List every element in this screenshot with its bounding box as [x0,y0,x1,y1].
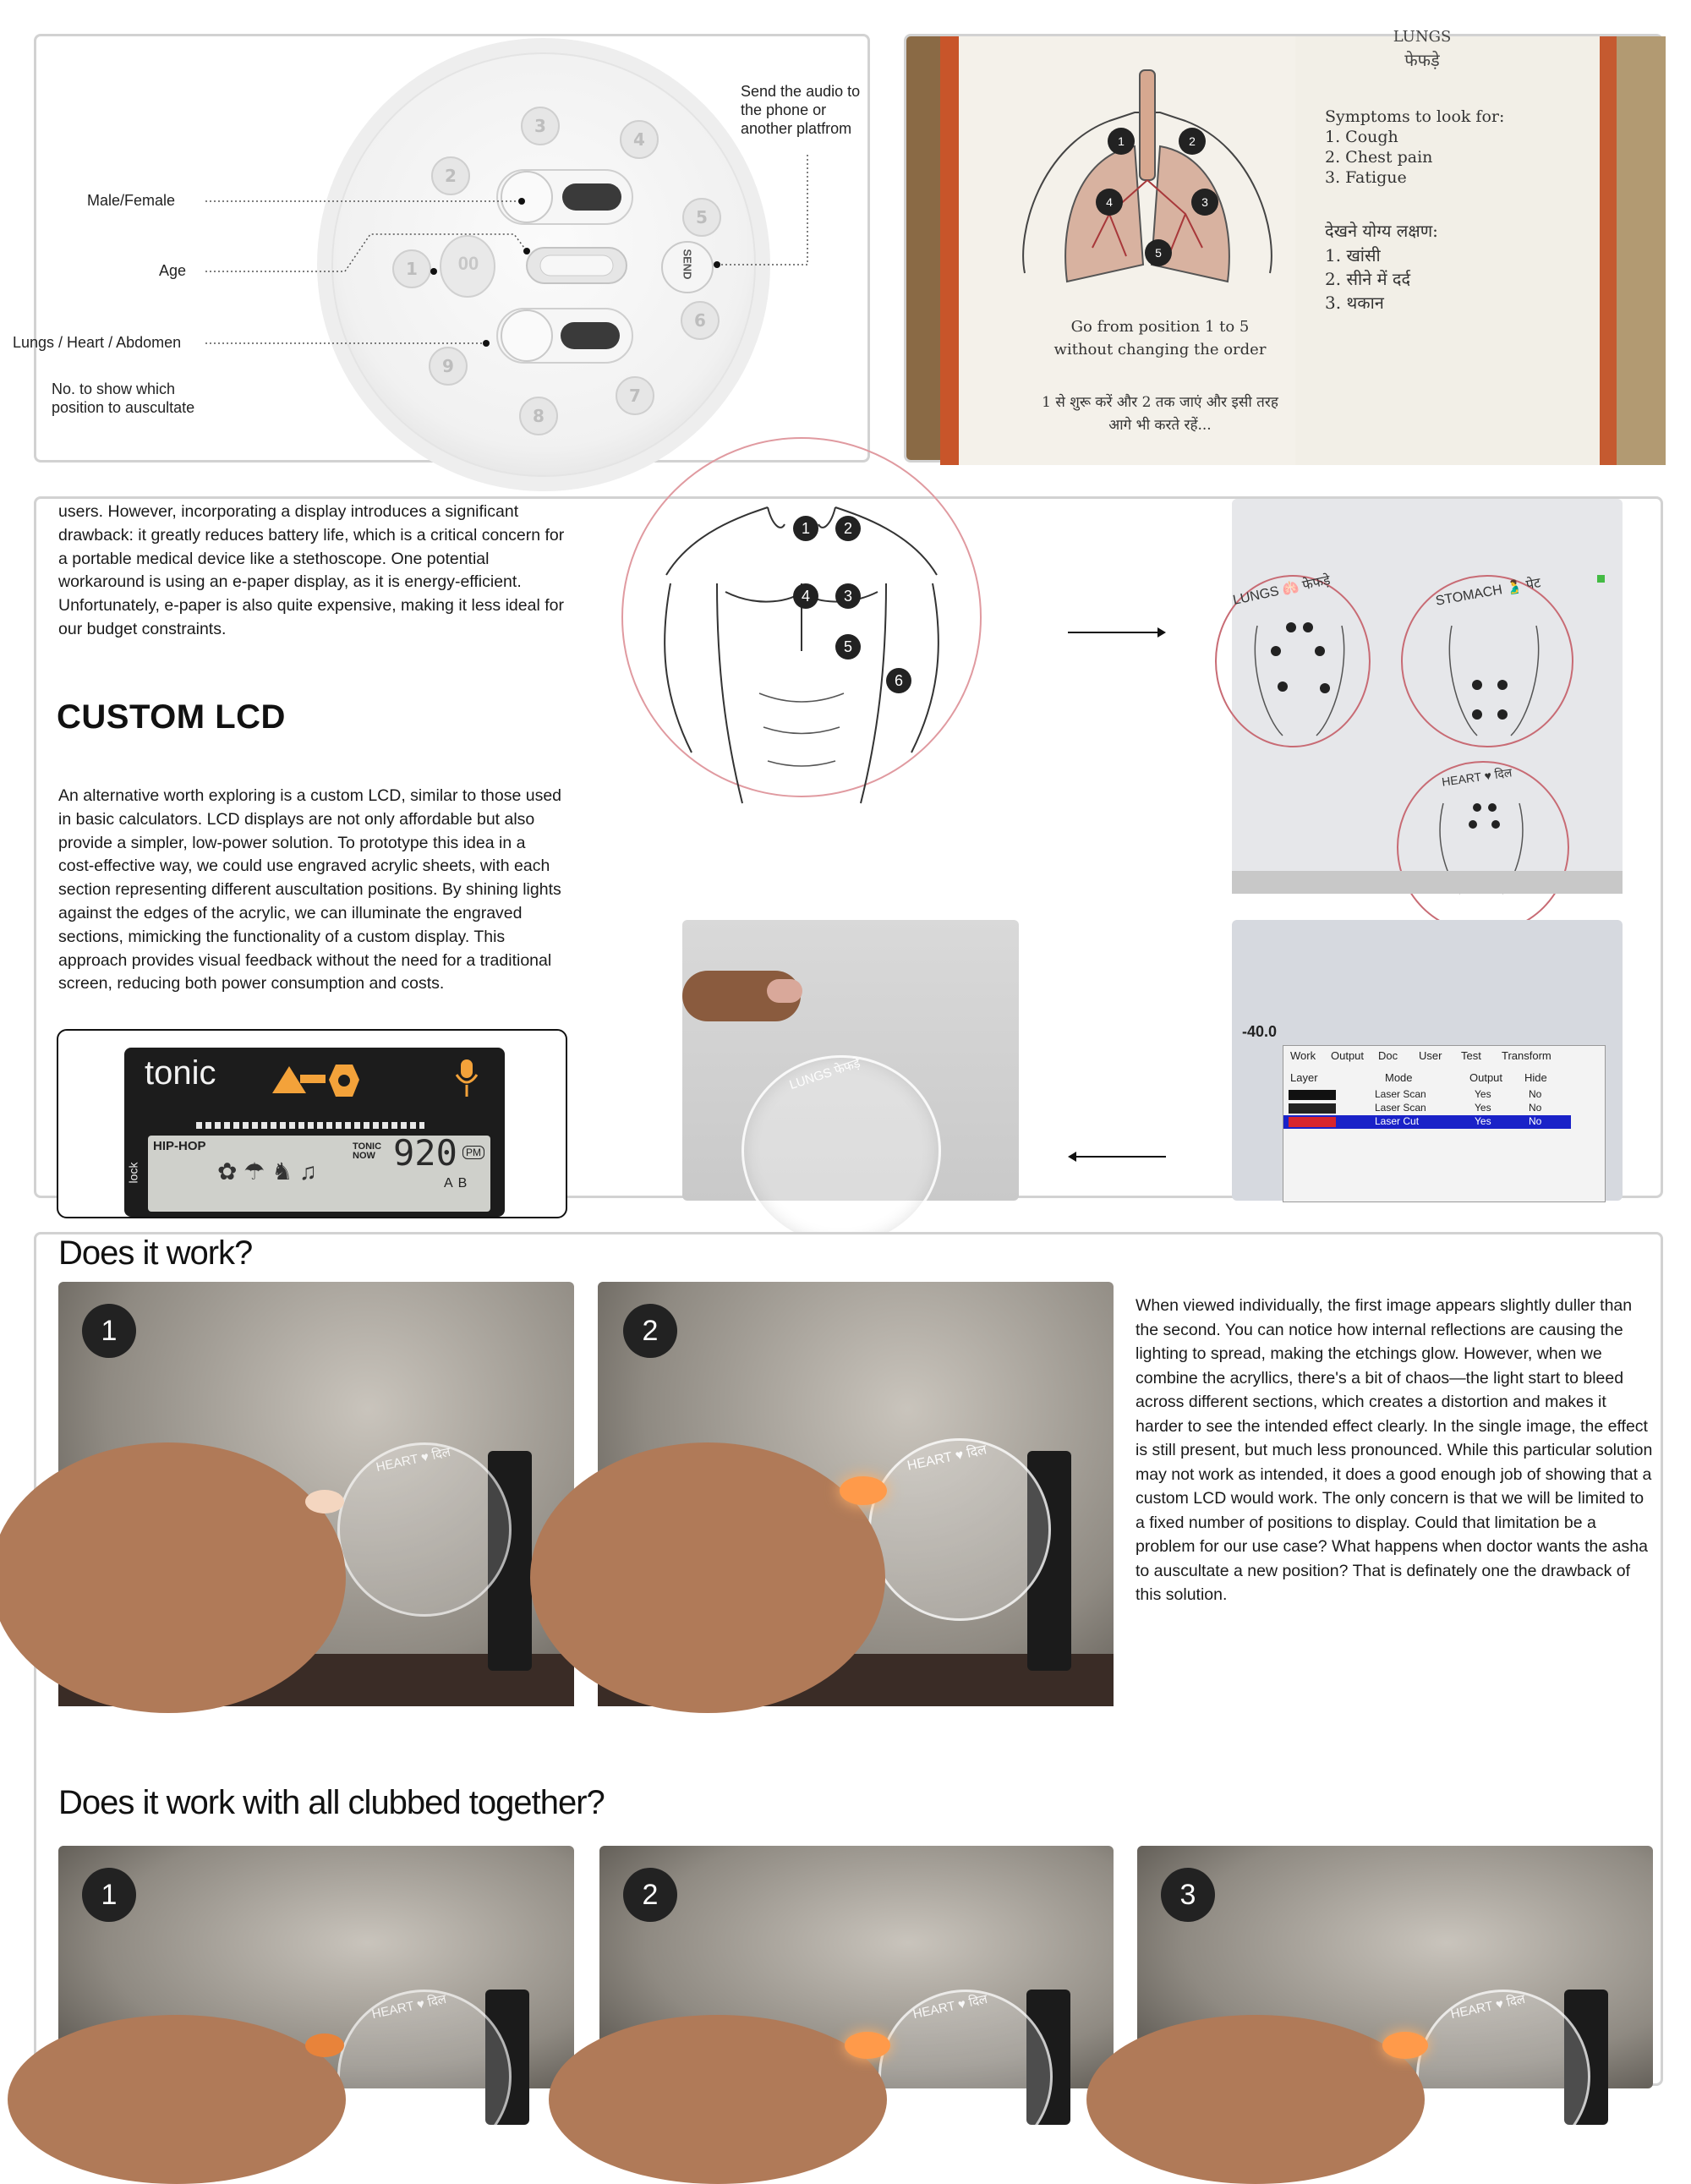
tonic-logo-icon [268,1059,361,1102]
laser-value: -40.0 [1242,1023,1278,1040]
laser-row-3-hide: No [1529,1115,1542,1127]
laser-tab-output[interactable]: Output [1331,1049,1365,1062]
tonic-lock: lock [126,1162,140,1184]
label-send-audio: Send the audio to the phone or another platfrom [741,83,861,137]
tonic-pm: PM [462,1146,484,1159]
laser-software-photo [1232,920,1623,1201]
disc-label: HEART ♥ दिल [370,1991,448,2023]
thumb-glow [305,1490,344,1513]
thumb-glow [305,2033,344,2057]
screen-torso-sketches [1232,499,1623,894]
slider-mid-value: 00 [457,253,479,274]
torso-position-3: 3 [835,583,861,609]
lung-position-5: 5 [1145,239,1172,266]
lungs-illustration [1008,62,1287,315]
svg-text:4: 4 [633,129,645,150]
clubbed-photo-3 [1137,1846,1653,2088]
clubbed-photo-1 [58,1846,574,2088]
acrylic-disc [868,1438,1051,1621]
torso-position-1: 1 [793,516,818,541]
clubbed-badge-2: 2 [623,1868,677,1922]
lung-position-2: 2 [1179,128,1206,155]
tonic-device [124,1048,505,1217]
tonic-device-frame [57,1029,567,1218]
laser-tab-doc[interactable]: Doc [1378,1049,1398,1062]
symptom-1: 1. Cough [1325,128,1398,146]
screen-taskbar [1232,871,1623,894]
arrow-left-icon [1066,1148,1168,1165]
clubbed-heading: Does it work with all clubbed together? [58,1784,605,1821]
symptom-hi-2: 2. सीने में दर्द [1325,269,1411,289]
acrylic-disc [742,1055,941,1246]
laser-row-2-swatch [1289,1103,1336,1114]
book-header-hi: फेफड़े [1404,50,1440,70]
display-drawback-paragraph: users. However, incorporating a display introduces a significant drawback: it greatly reduces battery life, which is a critical concern for a portable medical device like a stethoscope. One potential workaround is using an e-paper display, as it is energy-efficient. Unfortunately, e-paper is also quite expensive, making it less ideal for our budget constraints. [58,502,565,638]
laser-col-hide: Hide [1524,1071,1547,1084]
svg-text:6: 6 [694,310,706,331]
tonic-led-strip [196,1122,424,1129]
laser-col-mode: Mode [1385,1071,1413,1084]
acrylic-disc-label: LUNGS फेफड़े [787,1055,862,1093]
laser-row-3[interactable] [1283,1115,1571,1129]
disc-label: HEART ♥ दिल [906,1442,988,1474]
book-spine-right [1600,36,1617,465]
clubbed-photo-2 [599,1846,1114,2088]
symptoms-title: Symptoms to look for: [1325,107,1505,126]
book-caption-en: Go from position 1 to 5 without changing the order [1053,318,1267,359]
book-edge-right [1617,36,1666,465]
book-caption-hi: 1 से शुरू करें और 2 तक जाएं और इसी तरह आगे भी करते रहें... [1042,394,1278,434]
laser-row-1-hide: No [1529,1088,1542,1100]
laser-row-2-output: Yes [1475,1102,1491,1114]
svg-text:8: 8 [533,406,545,426]
book-photo-card [904,28,1663,463]
does-it-work-heading: Does it work? [58,1234,253,1272]
laser-tab-test[interactable]: Test [1461,1049,1481,1062]
laser-panel [1283,1045,1606,1202]
torso-position-6: 6 [886,668,911,693]
disc-label: HEART ♥ दिल [1449,1991,1527,2023]
symptom-hi-1: 1. खांसी [1325,245,1381,265]
laser-row-2[interactable] [1283,1102,1571,1115]
screen-disc-heart-label: HEART ♥ दिल [1441,765,1513,789]
screen-disc-stomach-label: STOMACH 🫃 पेट [1434,576,1542,609]
svg-text:7: 7 [629,386,641,406]
does-it-work-card [34,1232,1663,2086]
hand [530,1442,885,1713]
test-photo-1 [58,1282,574,1706]
does-it-work-paragraph: When viewed individually, the first image appears slightly duller than the second. You can notice how internal reflections are causing the lighting to spread, making the etchings glow. However, when we combine the acryllics, there's a bit of chaos—the light start to bleed across different sections, which creates a distortion and makes it harder to see the intended effect clearly. In the single image, the effect is still present, but much less pronounced. While this particular solution may not work as intended, it does a good enough job of showing that a custom LCD would work. The only concern is that we will be limited to a fixed number of positions to display. Could that limitation be a problem for our use case? What happens when doctor wants the asha to auscultate a new position? That is definately one the drawback of this solution. [1136,1296,1653,1604]
microphone-icon [454,1058,479,1102]
lung-position-4: 4 [1096,189,1123,216]
laser-row-3-swatch [1289,1117,1336,1127]
acrylic-disc [337,1442,512,1617]
symptom-3: 3. Fatigue [1325,168,1407,187]
laser-row-2-hide: No [1529,1102,1542,1114]
tonic-mode: HIP-HOP [153,1139,206,1153]
torso-position-5: 5 [835,634,861,660]
disc-label: HEART ♥ दिल [911,1991,989,2023]
device-diagram-card [13,34,870,463]
label-age: Age [159,262,187,279]
laser-row-3-mode: Laser Cut [1375,1115,1420,1127]
hand [549,2015,887,2184]
fingernail [767,979,802,1003]
lung-position-3: 3 [1191,189,1218,216]
disc-label: HEART ♥ दिल [375,1444,452,1475]
hand [8,2015,346,2184]
clubbed-badge-3: 3 [1161,1868,1215,1922]
thumb-glow [1382,2032,1428,2059]
laser-row-1-swatch [1289,1090,1336,1100]
acrylic-disc-photo [682,920,1019,1201]
svg-text:1: 1 [406,259,418,279]
photo-badge-1: 1 [82,1304,136,1358]
symptom-hi-3: 3. थकान [1325,293,1384,313]
laser-row-1-output: Yes [1475,1088,1491,1100]
clubbed-badge-1: 1 [82,1868,136,1922]
lung-position-1: 1 [1108,128,1135,155]
screen-discs-photo [1232,499,1623,894]
hand [1086,2015,1425,2184]
tonic-now: TONIC NOW [353,1141,382,1161]
label-organ: Lungs / Heart / Abdomen [13,334,182,351]
label-gender: Male/Female [87,192,176,209]
laser-tab-work[interactable]: Work [1290,1049,1316,1062]
send-button-label: SEND [681,249,694,280]
label-position: No. to show which position to auscultate [52,380,195,416]
torso-position-2: 2 [835,516,861,541]
acrylic-disc [878,1990,1053,2164]
symptom-2: 2. Chest pain [1325,148,1433,167]
tonic-time: 920 [393,1132,457,1174]
tonic-brand: tonic [145,1054,216,1092]
thumb-glow [845,2032,890,2059]
book-header-en: LUNGS [1393,28,1452,46]
tonic-ab: AB [444,1176,473,1191]
laser-row-2-mode: Laser Scan [1375,1102,1426,1114]
custom-lcd-card [34,496,1663,1198]
svg-text:5: 5 [696,207,708,227]
laser-row-1[interactable] [1283,1088,1571,1102]
acrylic-disc [337,1990,512,2164]
torso-auscultation-diagram [624,499,979,862]
hand [0,1442,346,1713]
screen-status-dot [1597,575,1605,583]
book-spine-left [940,36,959,465]
test-photo-2 [598,1282,1114,1706]
thumb-glow [840,1476,887,1505]
custom-lcd-heading: CUSTOM LCD [57,698,286,736]
tonic-doodles: ✿ ☂ ♞ ♫ [217,1158,318,1185]
laser-tab-user[interactable]: User [1419,1049,1442,1062]
acrylic-disc [1416,1990,1590,2164]
arrow-right-icon [1066,624,1168,641]
torso-position-4: 4 [793,583,818,609]
laser-row-3-output: Yes [1475,1115,1491,1127]
laser-col-layer: Layer [1290,1071,1318,1084]
laser-col-output: Output [1469,1071,1503,1084]
svg-text:3: 3 [534,116,546,136]
custom-lcd-paragraph: An alternative worth exploring is a custom LCD, similar to those used in basic calculators. LCD displays are not only affordable but also provide a simpler, low-power solution. To prototype this idea in a cost-effective way, we could use engraved acrylic sheets, with each section representing different auscultation positions. By shining lights against the edges of the acrylic, we can illuminate the engraved sections, mimicking the functionality of a custom display. This approach provides visual feedback without the need for a traditional screen, reducing both power consumption and costs. [58,786,562,993]
symptoms-title-hi: देखने योग्य लक्षण: [1325,221,1438,241]
laser-tab-transform[interactable]: Transform [1502,1049,1551,1062]
screen-disc-lungs-label: LUNGS 🫁 फेफड़े [1231,572,1332,608]
svg-text:9: 9 [442,356,454,376]
laser-row-1-mode: Laser Scan [1375,1088,1426,1100]
svg-text:2: 2 [445,166,457,186]
photo-badge-2: 2 [623,1304,677,1358]
